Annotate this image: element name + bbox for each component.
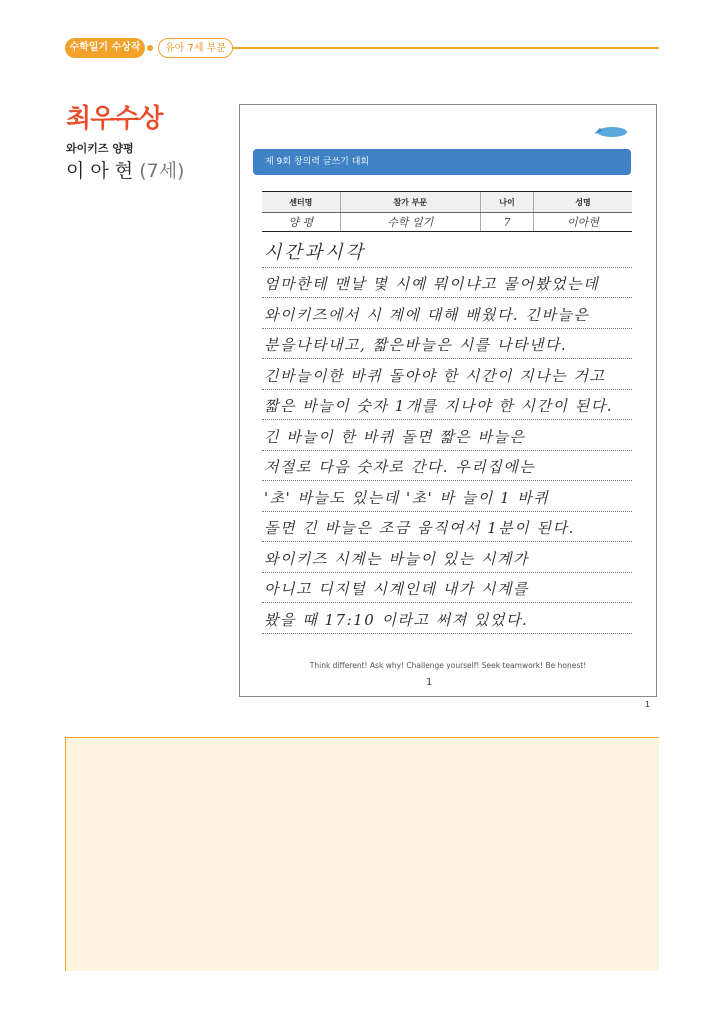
line-text: 엄마한테 맨날 몇 시예 뭐이냐고 물어봤었는데 bbox=[264, 275, 600, 293]
division-tag: 유아 7세 부문 bbox=[158, 38, 233, 58]
header-rule bbox=[233, 47, 659, 49]
handwriting-area bbox=[262, 237, 632, 634]
handwriting-line bbox=[262, 359, 632, 390]
handwriting-line bbox=[262, 512, 632, 543]
line-text: 긴바늘이한 바퀴 돌아야 한 시간이 지나는 거고 bbox=[264, 366, 606, 385]
handwriting-line bbox=[262, 603, 632, 634]
author bbox=[66, 156, 184, 183]
line-text: 와이키즈 시계는 바늘이 있는 시계가 bbox=[264, 549, 529, 568]
category-tag: 수학일기 수상작 bbox=[65, 38, 145, 58]
line-text: 아니고 디지털 시계인데 내가 시계를 bbox=[264, 580, 529, 598]
handwriting-line bbox=[262, 420, 632, 451]
line-text: 짧은 바늘이 숫자 1개를 지나야 한 시간이 된다. bbox=[264, 397, 614, 415]
table-cell: 이아현 bbox=[533, 213, 632, 232]
handwriting-line bbox=[262, 268, 632, 299]
writing-sheet bbox=[239, 104, 657, 697]
line-text: '초' 바늘도 있는데 '초' 바 늘이 1 바퀴 bbox=[264, 488, 550, 507]
diary-title-line bbox=[262, 237, 632, 268]
line-text: 와이키즈에서 시 계에 대해 배웠다. 긴바늘은 bbox=[264, 305, 590, 324]
entry-info-table bbox=[262, 191, 632, 232]
line-text: 분을나타내고, 짧은바늘은 시를 나타낸다. bbox=[264, 336, 568, 354]
author-name: 이 아 현 bbox=[66, 160, 134, 182]
author-age: (7세) bbox=[139, 160, 185, 182]
diary-title: 시간과시각 bbox=[264, 241, 366, 263]
table-header: 성명 bbox=[533, 192, 632, 213]
center-name: 와이키즈 양평 bbox=[66, 142, 134, 155]
handwriting-line bbox=[262, 390, 632, 421]
contest-logo-icon bbox=[592, 125, 628, 139]
handwriting-line bbox=[262, 542, 632, 573]
table-cell: 7 bbox=[481, 213, 534, 232]
sheet-page-number: 1 bbox=[426, 677, 433, 688]
table-cell: 수학 일기 bbox=[340, 213, 480, 232]
motto: Think different! Ask why! Challenge yourself! Seek teamwork! Be honest! bbox=[309, 661, 587, 670]
line-text: 봤을 때 17:10 이라고 써져 있었다. bbox=[264, 610, 529, 629]
table-header: 센터명 bbox=[262, 192, 340, 213]
page-number: 1 bbox=[645, 700, 651, 709]
line-text: 저절로 다음 숫자로 간다. 우리집에는 bbox=[264, 458, 536, 476]
header-dot bbox=[147, 45, 153, 51]
award-title: 최우수상 bbox=[66, 104, 163, 134]
handwriting-line bbox=[262, 329, 632, 360]
handwriting-line bbox=[262, 298, 632, 329]
contest-banner: 제 9회 창의력 글쓰기 대회 bbox=[253, 149, 631, 175]
line-text: 돌면 긴 바늘은 조금 움직여서 1분이 된다. bbox=[264, 519, 575, 537]
handwriting-line bbox=[262, 481, 632, 512]
handwriting-line bbox=[262, 451, 632, 482]
table-header: 참가 부문 bbox=[340, 192, 480, 213]
handwriting-line bbox=[262, 573, 632, 604]
table-header: 나이 bbox=[481, 192, 534, 213]
line-text: 긴 바늘이 한 바퀴 돌면 짧은 바늘은 bbox=[264, 427, 526, 446]
blank-panel bbox=[65, 737, 659, 971]
table-cell: 양 평 bbox=[262, 213, 340, 232]
